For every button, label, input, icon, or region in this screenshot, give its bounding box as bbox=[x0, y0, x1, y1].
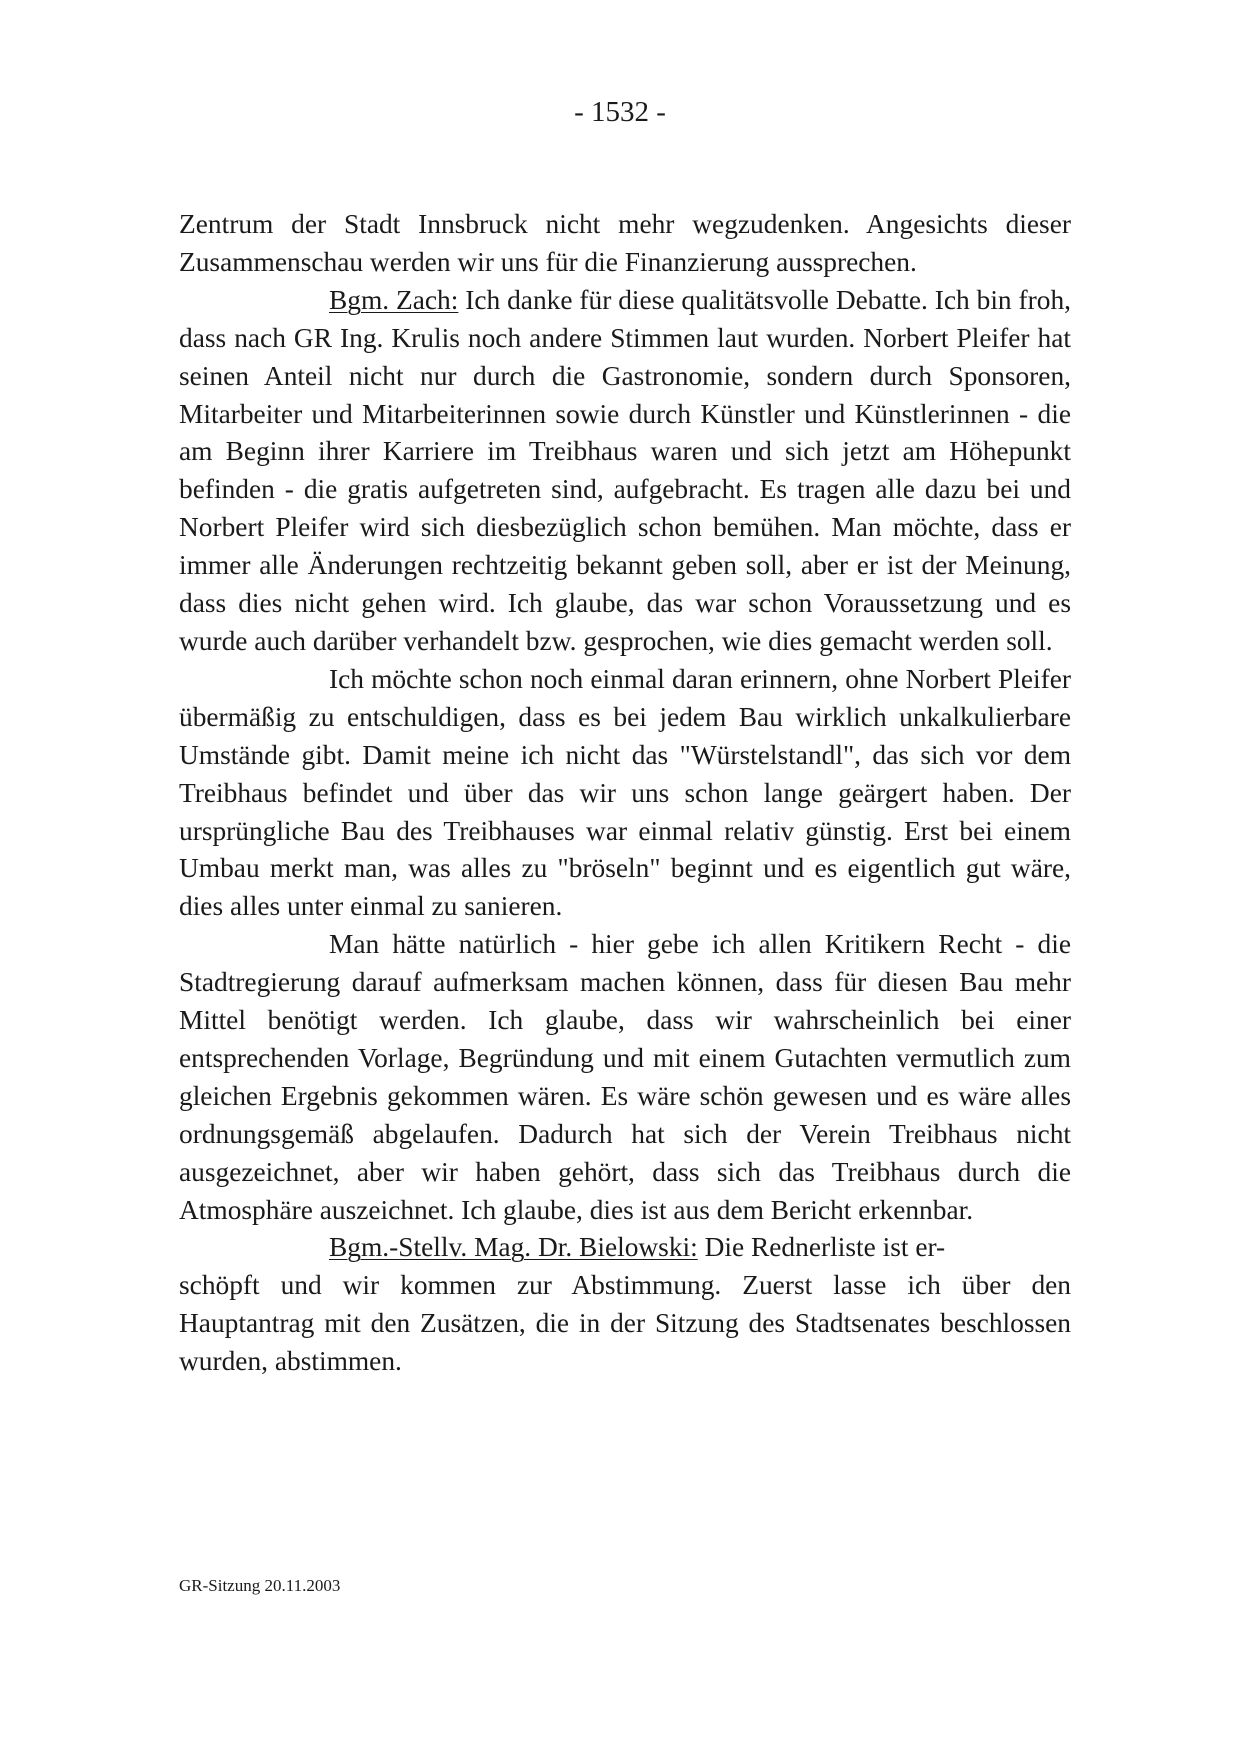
paragraph-5-text-start: Die Rednerliste ist er- bbox=[697, 1232, 946, 1263]
footer-session-date: GR-Sitzung 20.11.2003 bbox=[179, 1576, 341, 1595]
paragraph-5-continuation: schöpft und wir kommen zur Abstimmung. Zuerst lasse ich über den Hauptantrag mit den Zusätzen, die in der Sitzung des Stadtsenates beschlossen wurden, abstimmen. bbox=[179, 1270, 1071, 1377]
paragraph-5-first-line bbox=[179, 1229, 1071, 1267]
speaker-name: Bgm.-Stellv. Mag. Dr. Bielowski: bbox=[329, 1232, 698, 1263]
paragraph-3: Ich möchte schon noch einmal daran erinnern, ohne Norbert Pleifer übermäßig zu entschuldigen, dass es bei jedem Bau wirklich unkalkulierbare Umstände gibt. Damit meine ich nicht das "Würstelstandl", das sich vor dem Treibhaus befindet und über das wir uns schon lange geärgert haben. Der ursprüngliche Bau des Treibhauses war einmal relativ günstig. Erst bei einem Umbau merkt man, was alles zu "bröseln" beginnt und es eigentlich gut wäre, dies alles unter einmal zu sanieren. bbox=[179, 663, 1071, 922]
paragraph-1: Zentrum der Stadt Innsbruck nicht mehr wegzudenken. Angesichts dieser Zusammenschau werden wir uns für die Finanzierung aussprechen. bbox=[179, 209, 1071, 277]
paragraph-2 bbox=[179, 282, 1071, 661]
page-number: - 1532 - bbox=[574, 96, 666, 128]
paragraph-4: Man hätte natürlich - hier gebe ich allen Kritikern Recht - die Stadtregierung darauf aufmerksam machen können, dass für diesen Bau mehr Mittel benötigt werden. Ich glaube, dass wir wahrscheinlich bei einer entsprechenden Vorlage, Begründung und mit einem Gutachten vermutlich zum gleichen Ergebnis gekommen wären. Es wäre schön gewesen und es wäre alles ordnungsgemäß abgelaufen. Dadurch hat sich der Verein Treibhaus nicht ausgezeichnet, aber wir haben gehört, dass sich das Treibhaus durch die Atmosphäre auszeichnet. Ich glaube, dies ist aus dem Bericht erkennbar. bbox=[179, 929, 1071, 1225]
document-body bbox=[179, 206, 1071, 1381]
speaker-name: Bgm. Zach: bbox=[329, 284, 459, 315]
paragraph-2-text: Ich danke für diese qualitätsvolle Debatte. Ich bin froh, dass nach GR Ing. Krulis noch andere Stimmen laut wurden. Norbert Pleifer hat seinen Anteil nicht nur durch die Gastronomie, sondern durch Sponsoren, Mitarbeiter und Mitarbeiterinnen sowie durch Künstler und Künstlerinnen - die am Beginn ihrer Karriere im Treibhaus waren und sich jetzt am Höhepunkt befinden - die gratis aufgetreten sind, aufgebracht. Es tragen alle dazu bei und Norbert Pleifer wird sich diesbezüglich schon bemühen. Man möchte, dass er immer alle Änderungen rechtzeitig bekannt geben soll, aber er ist der Meinung, dass dies nicht gehen wird. Ich glaube, das war schon Voraussetzung und es wurde auch darüber verhandelt bzw. gesprochen, wie dies gemacht werden soll. bbox=[179, 284, 1071, 656]
